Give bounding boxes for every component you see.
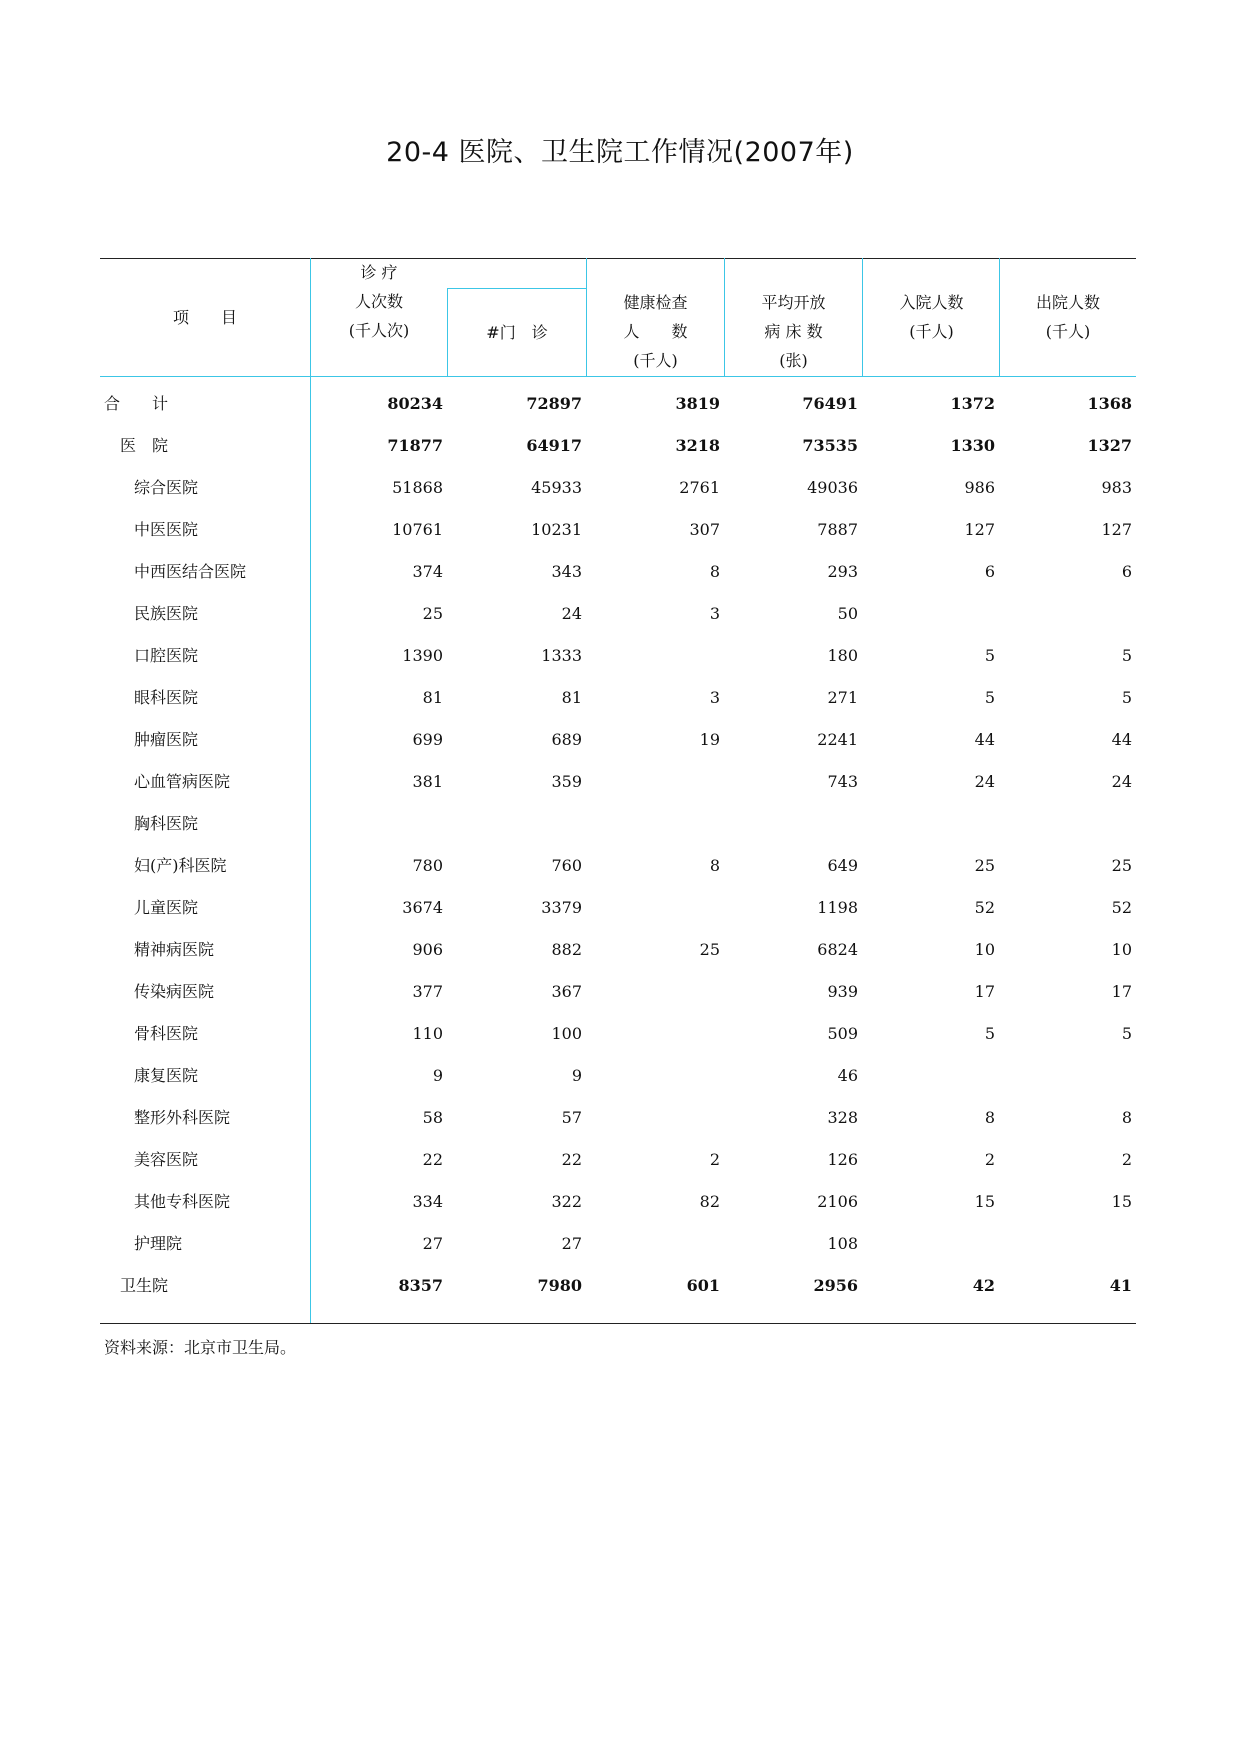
table-row <box>100 1055 1136 1097</box>
table-row <box>100 677 1136 719</box>
table-body <box>100 383 1136 1307</box>
cell-visits: 1390 <box>402 646 443 665</box>
cell-discharge: 52 <box>1111 898 1132 917</box>
cell-visits: 381 <box>412 772 443 791</box>
cell-checkup: 8 <box>709 856 720 875</box>
cell-beds: 49036 <box>807 478 858 497</box>
cell-checkup: 19 <box>699 730 720 749</box>
cell-discharge: 1368 <box>1087 394 1132 413</box>
cell-checkup: 2 <box>709 1150 720 1169</box>
header-visits <box>311 258 447 376</box>
cell-outpatient: 45933 <box>531 478 582 497</box>
cell-beds: 73535 <box>802 436 858 455</box>
cell-visits: 374 <box>412 562 443 581</box>
cell-discharge: 10 <box>1111 940 1132 959</box>
cell-beds: 271 <box>827 688 858 707</box>
cell-checkup: 82 <box>699 1192 720 1211</box>
table-row <box>100 971 1136 1013</box>
table-row <box>100 467 1136 509</box>
cell-checkup: 2761 <box>679 478 720 497</box>
cell-admit: 15 <box>974 1192 995 1211</box>
cell-outpatient: 3379 <box>541 898 582 917</box>
cell-discharge: 24 <box>1111 772 1132 791</box>
cell-beds: 126 <box>827 1150 858 1169</box>
cell-outpatient: 343 <box>551 562 582 581</box>
header-divider <box>724 258 725 376</box>
row-label: 护理院 <box>134 1234 183 1253</box>
cell-outpatient: 7980 <box>537 1276 582 1295</box>
cell-outpatient: 367 <box>551 982 582 1001</box>
row-label: 中医医院 <box>134 520 199 539</box>
cell-visits: 8357 <box>398 1276 443 1295</box>
cell-checkup: 3 <box>709 688 720 707</box>
header-divider <box>447 288 448 376</box>
table-row <box>100 383 1136 425</box>
cell-admit: 1372 <box>950 394 995 413</box>
cell-beds: 939 <box>827 982 858 1001</box>
row-label: 胸科医院 <box>134 814 199 833</box>
header-divider <box>999 258 1000 376</box>
cell-checkup: 8 <box>709 562 720 581</box>
row-label: 儿童医院 <box>134 898 199 917</box>
cell-outpatient: 9 <box>571 1066 582 1085</box>
cell-beds: 180 <box>827 646 858 665</box>
cell-admit: 5 <box>984 646 995 665</box>
row-label: 眼科医院 <box>134 688 199 707</box>
cell-beds: 649 <box>827 856 858 875</box>
row-label: 整形外科医院 <box>134 1108 231 1127</box>
header-item: 项 目 <box>172 307 237 327</box>
cell-beds: 328 <box>827 1108 858 1127</box>
cell-admit: 5 <box>984 1024 995 1043</box>
cell-checkup: 25 <box>699 940 720 959</box>
cell-discharge: 41 <box>1109 1276 1132 1295</box>
row-label: 民族医院 <box>134 604 199 623</box>
cell-discharge: 25 <box>1111 856 1132 875</box>
header-bottom-rule <box>100 376 1136 377</box>
cell-visits: 58 <box>422 1108 443 1127</box>
cell-admit: 986 <box>964 478 995 497</box>
cell-outpatient: 1333 <box>541 646 582 665</box>
cell-outpatient: 81 <box>561 688 582 707</box>
cell-visits: 51868 <box>392 478 443 497</box>
row-label: 中西医结合医院 <box>134 562 247 581</box>
page-title: 20-4 医院、卫生院工作情况(2007年) <box>386 137 854 168</box>
cell-visits: 25 <box>422 604 443 623</box>
cell-visits: 699 <box>412 730 443 749</box>
cell-discharge: 5 <box>1121 646 1132 665</box>
table-bottom-rule <box>100 1323 1136 1324</box>
cell-discharge: 983 <box>1101 478 1132 497</box>
cell-visits: 334 <box>412 1192 443 1211</box>
table-header <box>100 258 1136 376</box>
cell-visits: 906 <box>412 940 443 959</box>
row-label: 妇(产)科医院 <box>134 856 227 875</box>
cell-discharge: 17 <box>1111 982 1132 1001</box>
cell-admit: 52 <box>974 898 995 917</box>
cell-beds: 293 <box>827 562 858 581</box>
cell-discharge: 6 <box>1121 562 1132 581</box>
cell-beds: 1198 <box>817 898 858 917</box>
header-discharge: 出院人数 (千人) <box>1035 293 1100 341</box>
cell-beds: 50 <box>837 604 858 623</box>
header-visits-line3: (千人次) <box>348 321 410 340</box>
header-admit: 入院人数 (千人) <box>899 293 964 341</box>
cell-outpatient: 72897 <box>526 394 582 413</box>
row-label: 其他专科医院 <box>134 1192 231 1211</box>
cell-discharge: 127 <box>1101 520 1132 539</box>
table-row <box>100 1013 1136 1055</box>
cell-checkup: 307 <box>689 520 720 539</box>
cell-admit: 17 <box>974 982 995 1001</box>
cell-outpatient: 10231 <box>531 520 582 539</box>
cell-visits: 110 <box>412 1024 443 1043</box>
row-label: 骨科医院 <box>134 1024 199 1043</box>
cell-beds: 6824 <box>817 940 858 959</box>
table-row <box>100 635 1136 677</box>
table-row <box>100 551 1136 593</box>
cell-visits: 10761 <box>392 520 443 539</box>
cell-discharge: 15 <box>1111 1192 1132 1211</box>
row-label: 美容医院 <box>134 1150 199 1169</box>
table-row <box>100 1223 1136 1265</box>
cell-visits: 81 <box>422 688 443 707</box>
cell-outpatient: 322 <box>551 1192 582 1211</box>
cell-admit: 25 <box>974 856 995 875</box>
table-row <box>100 929 1136 971</box>
table-row <box>100 803 1136 845</box>
cell-admit: 6 <box>984 562 995 581</box>
table-row <box>100 719 1136 761</box>
cell-checkup: 3819 <box>675 394 720 413</box>
header-visits-line2: 人次数 <box>354 292 403 311</box>
cell-checkup: 3 <box>709 604 720 623</box>
header-subrule <box>447 288 586 289</box>
cell-beds: 2241 <box>817 730 858 749</box>
cell-outpatient: 689 <box>551 730 582 749</box>
cell-admit: 8 <box>984 1108 995 1127</box>
cell-visits: 80234 <box>387 394 443 413</box>
header-visits-line1: 诊 疗 <box>360 263 398 282</box>
table-row <box>100 509 1136 551</box>
table-row <box>100 1097 1136 1139</box>
cell-outpatient: 24 <box>561 604 582 623</box>
cell-beds: 108 <box>827 1234 858 1253</box>
cell-outpatient: 760 <box>551 856 582 875</box>
cell-outpatient: 57 <box>561 1108 582 1127</box>
table-row <box>100 593 1136 635</box>
cell-beds: 2956 <box>813 1276 858 1295</box>
row-label: 精神病医院 <box>134 940 215 959</box>
table-row <box>100 1139 1136 1181</box>
row-label: 口腔医院 <box>134 646 199 665</box>
cell-visits: 22 <box>422 1150 443 1169</box>
header-divider <box>310 258 311 376</box>
row-label: 心血管病医院 <box>134 772 231 791</box>
row-label: 合 计 <box>104 394 169 413</box>
header-beds: 平均开放 病 床 数 (张) <box>761 292 826 370</box>
header-checkup: 健康检查 人 数 (千人) <box>623 292 688 370</box>
cell-visits: 3674 <box>402 898 443 917</box>
source-note: 资料来源：北京市卫生局。 <box>104 1338 297 1357</box>
cell-beds: 509 <box>827 1024 858 1043</box>
cell-visits: 377 <box>412 982 443 1001</box>
cell-beds: 76491 <box>802 394 858 413</box>
table-row <box>100 1181 1136 1223</box>
cell-visits: 9 <box>432 1066 443 1085</box>
row-label: 综合医院 <box>134 478 199 497</box>
cell-outpatient: 27 <box>561 1234 582 1253</box>
cell-admit: 1330 <box>950 436 995 455</box>
row-label: 传染病医院 <box>134 982 215 1001</box>
cell-visits: 27 <box>422 1234 443 1253</box>
cell-outpatient: 64917 <box>526 436 582 455</box>
cell-discharge: 5 <box>1121 1024 1132 1043</box>
cell-visits: 71877 <box>387 436 443 455</box>
cell-discharge: 44 <box>1111 730 1132 749</box>
header-divider <box>586 258 587 376</box>
cell-beds: 743 <box>827 772 858 791</box>
row-label: 肿瘤医院 <box>134 730 199 749</box>
cell-discharge: 8 <box>1121 1108 1132 1127</box>
table-row <box>100 425 1136 467</box>
cell-admit: 2 <box>984 1150 995 1169</box>
cell-admit: 24 <box>974 772 995 791</box>
cell-outpatient: 359 <box>551 772 582 791</box>
cell-beds: 7887 <box>817 520 858 539</box>
cell-checkup: 3218 <box>675 436 720 455</box>
cell-outpatient: 22 <box>561 1150 582 1169</box>
header-divider <box>862 258 863 376</box>
cell-outpatient: 882 <box>551 940 582 959</box>
row-label: 卫生院 <box>120 1276 169 1295</box>
row-label: 医 院 <box>120 436 169 455</box>
cell-beds: 46 <box>837 1066 858 1085</box>
table-row <box>100 761 1136 803</box>
row-label: 康复医院 <box>134 1066 199 1085</box>
header-outpatient: #门 诊 <box>486 322 548 342</box>
cell-visits: 780 <box>412 856 443 875</box>
table-row <box>100 887 1136 929</box>
cell-beds: 2106 <box>817 1192 858 1211</box>
cell-admit: 127 <box>964 520 995 539</box>
cell-admit: 5 <box>984 688 995 707</box>
table-row <box>100 1265 1136 1307</box>
cell-discharge: 1327 <box>1087 436 1132 455</box>
cell-admit: 44 <box>974 730 995 749</box>
cell-admit: 10 <box>974 940 995 959</box>
cell-discharge: 5 <box>1121 688 1132 707</box>
cell-discharge: 2 <box>1121 1150 1132 1169</box>
cell-admit: 42 <box>972 1276 995 1295</box>
table-row <box>100 845 1136 887</box>
cell-checkup: 601 <box>686 1276 720 1295</box>
cell-outpatient: 100 <box>551 1024 582 1043</box>
